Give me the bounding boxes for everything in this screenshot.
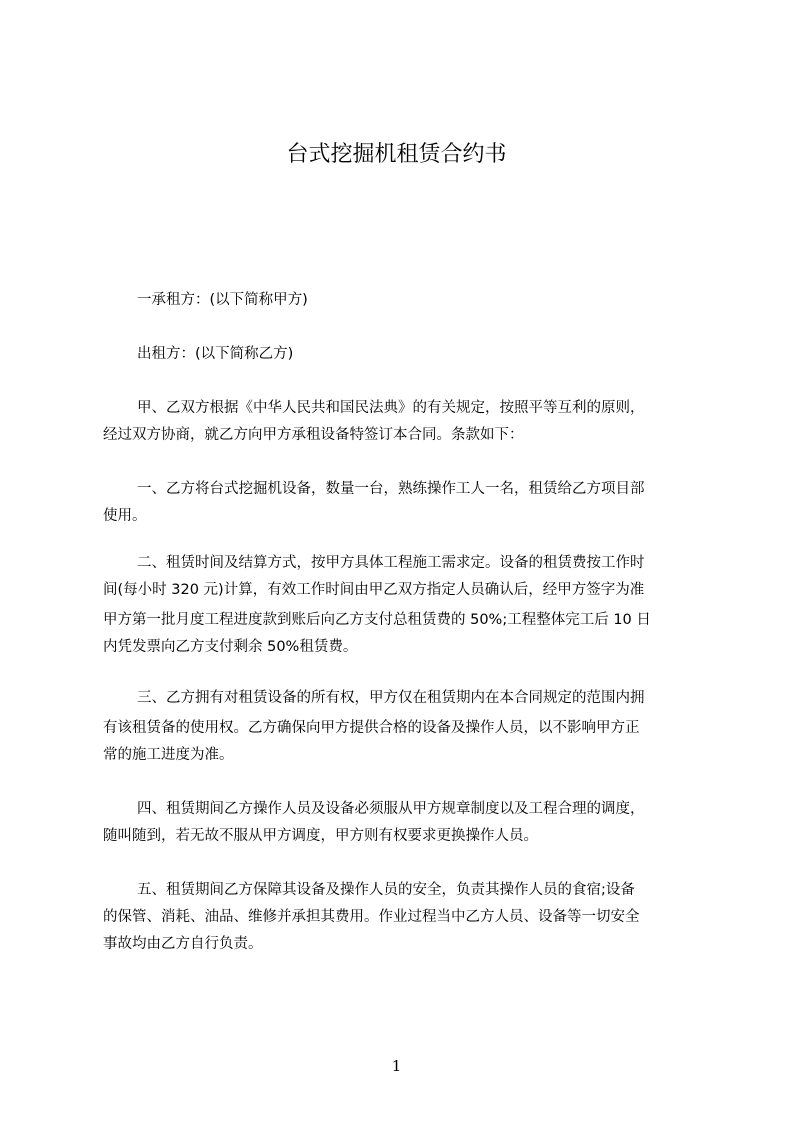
paragraph-line: 四、租赁期间乙方操作人员及设备必须服从甲方规章制度以及工程合理的调度， [137,801,645,817]
paragraph-line: 随叫随到，若无故不服从甲方调度，甲方则有权要求更换操作人员。 [103,828,538,844]
paragraph-line: 一、乙方将台式挖掘机设备，数量一台，熟练操作工人一名，租赁给乙方项目部 [137,481,645,497]
paragraph-line: 经过双方协商，就乙方向甲方承租设备特签订本合同。条款如下： [103,427,524,443]
paragraph-line: 甲、乙双方根据《中华人民共和国民法典》的有关规定，按照平等互利的原则， [137,400,645,416]
paragraph-line: 二、租赁时间及结算方式，按甲方具体工程施工需求定。设备的租赁费按工作时 [137,555,645,571]
paragraph-line: 五、租赁期间乙方保障其设备及操作人员的安全，负责其操作人员的食宿;设备 [137,882,635,898]
paragraph-line: 间(每小时 320 元)计算，有效工作时间由甲乙双方指定人员确认后，经甲方签字为准 [103,582,645,598]
paragraph-line: 三、乙方拥有对租赁设备的所有权，甲方仅在租赁期内在本合同规定的范围内拥 [137,690,645,706]
lessee-line: 一承租方：(以下简称甲方) [137,292,308,308]
paragraph-line: 有该租赁备的使用权。乙方确保向甲方提供合格的设备及操作人员，以不影响甲方正 [103,720,640,736]
paragraph-line: 甲方第一批月度工程进度款到账后向乙方支付总租赁费的 50%;工程整体完工后 10 日 [103,612,651,628]
paragraph-line: 使用。 [103,508,147,524]
paragraph-line: 常的施工进度为准。 [103,747,234,763]
paragraph-line: 事故均由乙方自行负责。 [103,936,263,952]
paragraph-line: 的保管、消耗、油品、维修并承担其费用。作业过程当中乙方人员、设备等一切安全 [103,909,640,925]
document-title: 台式挖掘机租赁合约书 [286,142,507,167]
lessor-line: 出租方：(以下简称乙方) [137,346,294,362]
paragraph-line: 内凭发票向乙方支付剩余 50%租赁费。 [103,639,358,655]
page-number: 1 [391,1057,402,1075]
